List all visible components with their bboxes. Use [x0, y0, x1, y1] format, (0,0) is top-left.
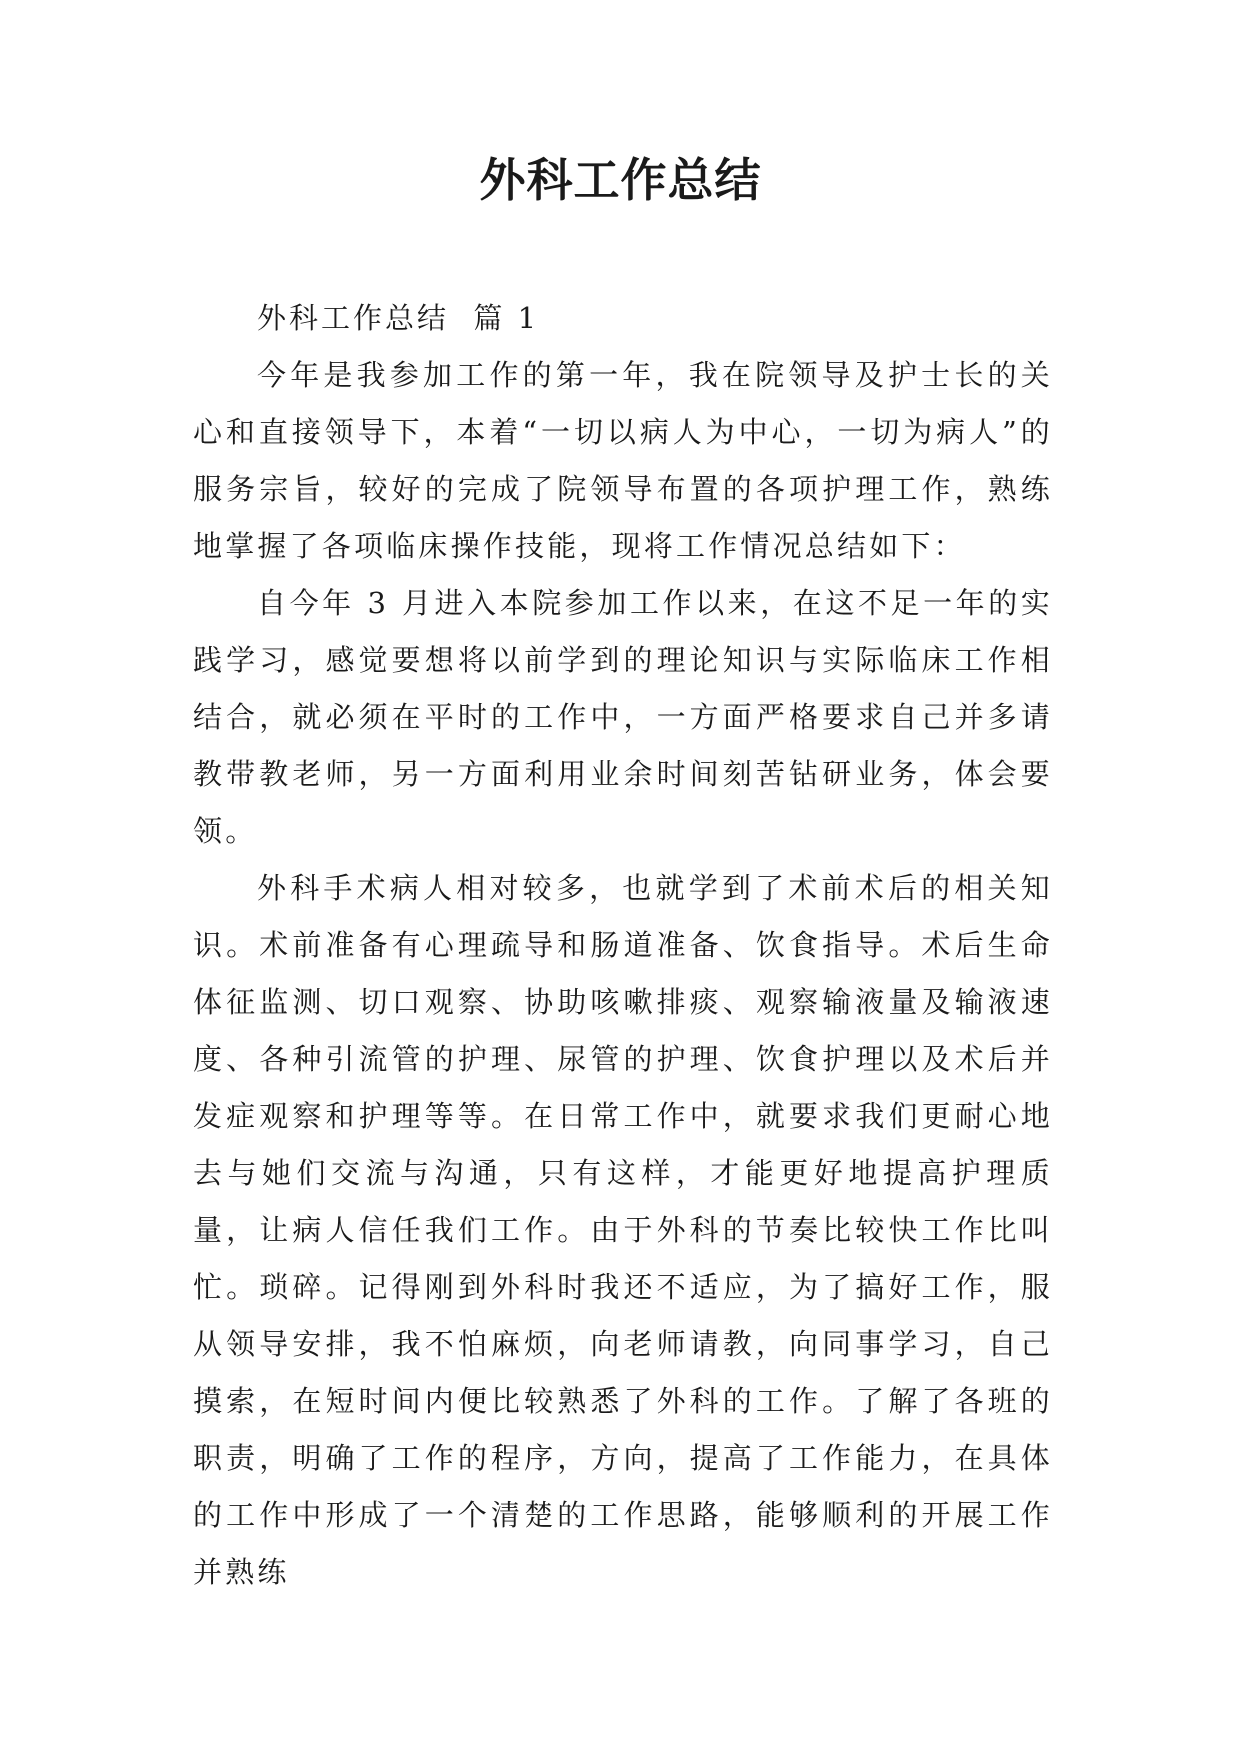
paragraph-2: 自今年 3 月进入本院参加工作以来，在这不足一年的实践学习，感觉要想将以前学到的理论知识与实际临床工作相结合，就必须在平时的工作中，一方面严格要求自己并多请教带教老师，另一方面利用业余时间刻苦钻研业务，体会要领。	[193, 586, 1053, 848]
document-title: 外科工作总结	[479, 153, 762, 207]
paragraph-3: 外科手术病人相对较多，也就学到了术前术后的相关知识。术前准备有心理疏导和肠道准备、饮食指导。术后生命体征监测、切口观察、协助咳嗽排痰、观察输液量及输液速度、各种引流管的护理、尿管的护理、饮食护理以及术后并发症观察和护理等等。在日常工作中，就要求我们更耐心地去与她们交流与沟通，只有这样，才能更好地提高护理质量，让病人信任我们工作。由于外科的节奏比较快工作比叫忙。琐碎。记得刚到外科时我还不适应，为了搞好工作，服从领导安排，我不怕麻烦，向老师请教，向同事学习，自己摸索，在短时间内便比较熟悉了外科的工作。了解了各班的职责，明确了工作的程序，方向，提高了工作能力，在具体的工作中形成了一个清楚的工作思路，能够顺利的开展工作并熟练	[193, 871, 1053, 1589]
section-heading: 外科工作总结 篇 1	[257, 301, 540, 335]
paragraph-1: 今年是我参加工作的第一年，我在院领导及护士长的关心和直接领导下，本着“一切以病人为中心，一切为病人”的服务宗旨，较好的完成了院领导布置的各项护理工作，熟练地掌握了各项临床操作技能，现将工作情况总结如下：	[193, 358, 1053, 563]
document-body	[193, 290, 1053, 1601]
